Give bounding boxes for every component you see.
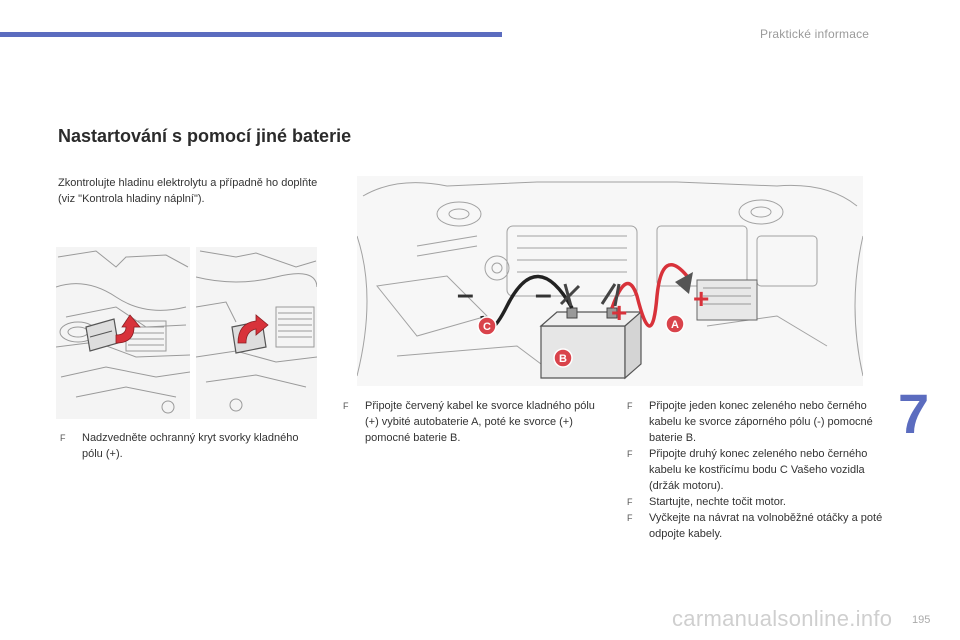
step-text: Vyčkejte na návrat na volnoběžné otáčky a poté odpojte kabely. [649,512,883,540]
bullet-icon: F [627,449,633,459]
step-text: Startujte, nechte točit motor. [649,496,786,508]
minus-sign-left: – [457,278,474,311]
callout-a-label: A [671,319,679,331]
minus-sign-right: – [535,278,552,311]
step-text: Připojte červený kabel ke svorce kladného pólu (+) vybité autobaterie A, poté ke svorce (+) pomocné baterie B. [365,400,595,444]
jump-start-diagram [357,176,863,386]
step-lift-cover [58,430,308,462]
intro-paragraph: Zkontrolujte hladinu elektrolytu a případně ho doplňte (viz "Kontrola hladiny náplní"). [58,177,318,205]
bullet-icon: F [60,433,66,443]
bullet-icon: F [627,513,633,523]
plus-sign-battery-b: + [611,297,628,328]
plus-sign-battery-a: + [693,283,710,314]
bullet-icon: F [343,401,349,411]
chapter-number: 7 [898,382,930,445]
bullet-icon: F [627,497,633,507]
steps-right [625,398,890,542]
page-number: 195 [912,614,931,626]
step-text: Připojte druhý konec zeleného nebo černého kabelu ke kostřicímu bodu C Vašeho vozidla (držák motoru). [649,448,868,492]
step-start-engine [625,494,890,510]
section-name: Praktické informace [760,27,870,41]
callout-c-label: C [483,321,491,333]
step-connect-red-cable [341,398,606,446]
step-connect-negative [625,398,890,446]
callout-b [554,349,572,367]
callout-a [666,315,684,333]
step-connect-ground [625,446,890,494]
bullet-icon: F [627,401,633,411]
callout-c [478,317,496,335]
header-accent-bar [0,32,502,37]
steps-left [58,430,308,462]
step-text: Připojte jeden konec zeleného nebo černého kabelu ke svorce záporného pólu (-) pomocné baterie B. [649,400,873,444]
step-disconnect [625,510,890,542]
watermark: carmanualsonline.info [672,606,893,631]
step-text: Nadzvedněte ochranný kryt svorky kladného pólu (+). [82,432,299,460]
page-title: Nastartování s pomocí jiné baterie [58,126,352,146]
callout-b-label: B [559,353,567,365]
steps-middle [341,398,606,446]
terminal-cover-illustration [56,247,190,419]
terminal-cover-open-illustration [196,247,317,419]
